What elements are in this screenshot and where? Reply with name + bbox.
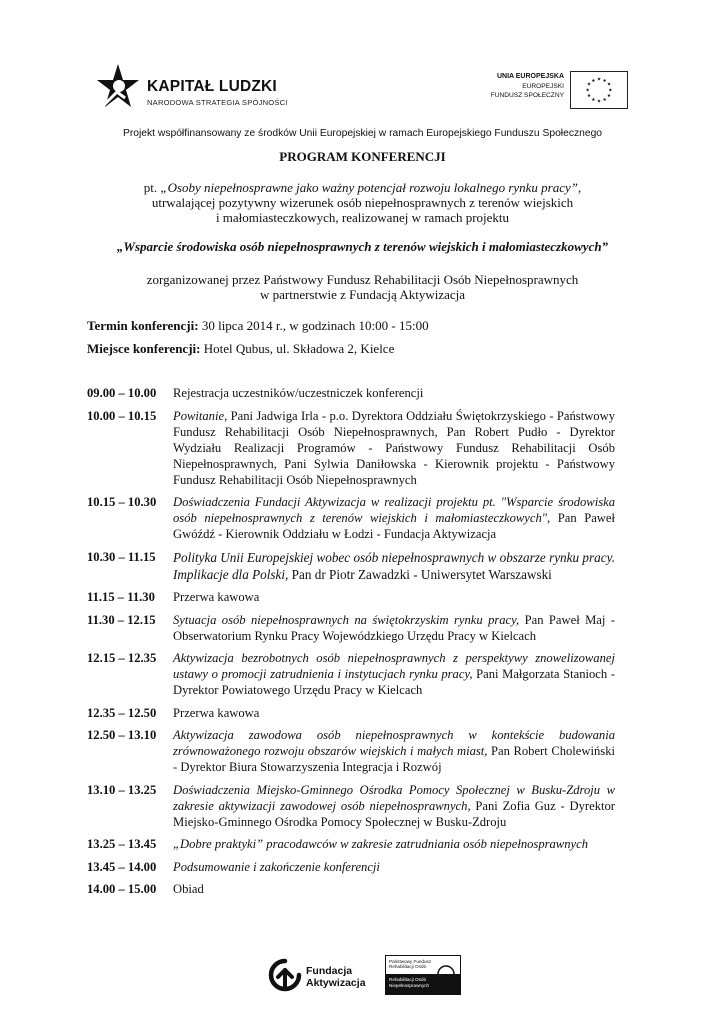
document-subtitle <box>0 180 725 225</box>
kapital-ludzki-subtitle: NARODOWA STRATEGIA SPÓJNOŚCI <box>147 98 288 107</box>
subtitle-line1 <box>0 180 725 195</box>
agenda-description: Polityka Unii Europejskiej wobec osób niepełnosprawnych w obszarze rynku pracy. Implikacje dla Polski, Pan dr Piotr Zawadzki - Uniwersytet Warszawski <box>173 549 615 582</box>
agenda-item <box>87 385 615 401</box>
organizer-line1: zorganizowanej przez Państwowy Fundusz Rehabilitacji Osób Niepełnosprawnych <box>146 272 579 287</box>
fundacja-aktywizacja-mark-icon <box>268 957 302 995</box>
agenda-description: Aktywizacja bezrobotnych osób niepełnosprawnych z perspektywy znowelizowanej ustawy o promocji zatrudnienia i instytucjach rynku pracy, Pani Małgorzata Stanioch - Dyrektor Powiatowego Urzędu Pracy w Kielcach <box>173 651 616 697</box>
agenda-time: 13.10 – 13.25 <box>87 782 157 797</box>
svg-text:★: ★ <box>591 97 596 103</box>
eu-logo-line3: FUNDUSZ SPOŁECZNY <box>490 92 564 99</box>
cofinance-statement: Projekt współfinansowany ze środków Unii Europejskiej w ramach Europejskiego Funduszu Społecznego <box>122 128 603 139</box>
agenda-time: 10.15 – 10.30 <box>87 495 157 509</box>
subtitle-line2: utrwalającej pozytywny wizerunek osób niepełnosprawnych z terenów wiejskich <box>151 195 574 210</box>
agenda-description: Aktywizacja zawodowa osób niepełnosprawnych w kontekście budowania zrównoważonego rozwoju obszarów wiejskich i małych miast, Pan Robert Cholewiński - Dyrektor Biura Stowarzyszenia Integracja i Rozwój <box>173 728 615 774</box>
fundacja-aktywizacja-logo <box>268 955 378 997</box>
pfron-top-line1: Państwowy Fundusz <box>389 959 432 964</box>
agenda-item <box>87 859 615 875</box>
agenda-description: „Dobre praktyki” pracodawców w zakresie zatrudniania osób niepełnosprawnych <box>173 837 588 851</box>
fundacja-aktywizacja-text <box>306 966 366 989</box>
agenda-item <box>87 836 615 852</box>
svg-text:★: ★ <box>602 78 607 84</box>
agenda-description: Przerwa kawowa <box>173 590 260 604</box>
organizer-info <box>0 272 725 302</box>
svg-text:★: ★ <box>586 94 592 100</box>
conference-date <box>87 318 429 334</box>
agenda-description: Doświadczenia Fundacji Aktywizacja w realizacji projektu pt. "Wsparcie środowiska osób niepełnosprawnych z terenów wiejskich i małomiasteczkowych", Pan Paweł Gwóźdź - Kierownik Oddziału w Łodzi - Fundacja Aktywizacja <box>173 495 615 541</box>
agenda-time: 11.30 – 12.15 <box>87 612 156 627</box>
agenda-time: 13.45 – 14.00 <box>87 859 157 874</box>
date-label: Termin konferencji: <box>87 318 199 333</box>
agenda-item <box>87 549 615 583</box>
svg-text:★: ★ <box>591 78 596 84</box>
svg-text:★: ★ <box>606 82 612 88</box>
eu-flag-icon <box>570 71 628 109</box>
kapital-ludzki-star-icon <box>95 62 141 112</box>
project-name: „Wsparcie środowiska osób niepełnosprawnych z terenów wiejskich i małomiasteczkowych” <box>116 239 609 254</box>
kapital-ludzki-title: KAPITAŁ LUDZKI <box>147 78 277 95</box>
agenda-time: 09.00 – 10.00 <box>87 386 157 400</box>
svg-text:★: ★ <box>602 97 607 103</box>
agenda-description: Przerwa kawowa <box>173 705 260 720</box>
subtitle-line3: i małomiasteczkowych, realizowanej w ramach projektu <box>215 210 510 225</box>
agenda-item <box>87 612 615 644</box>
agenda-time: 10.00 – 10.15 <box>87 408 157 423</box>
pfron-logo <box>385 955 461 995</box>
agenda-description: Sytuacja osób niepełnosprawnych na świętokrzyskim rynku pracy, Pan Paweł Maj - Obserwatorium Rynku Pracy Wojewódzkiego Urzędu Pracy w Kielcach <box>173 612 615 643</box>
agenda-time: 10.30 – 11.15 <box>87 549 156 564</box>
eu-logo <box>478 71 628 111</box>
pfron-band-text: Rehabilitacji Osób Niepełnosprawnych <box>389 977 430 988</box>
agenda-time: 13.25 – 13.45 <box>87 837 157 851</box>
date-value: 30 lipca 2014 r., w godzinach 10:00 - 15:00 <box>198 318 429 333</box>
conference-place <box>87 341 394 357</box>
document-title: PROGRAM KONFERENCJI <box>279 149 446 164</box>
eu-logo-text <box>491 72 564 101</box>
eu-logo-line1: UNIA EUROPEJSKA <box>496 73 564 80</box>
kapital-ludzki-logo <box>95 62 315 122</box>
pfron-top-text <box>389 959 431 969</box>
agenda-item <box>87 782 615 830</box>
pfron-circle-icon <box>436 964 456 984</box>
agenda-time: 11.15 – 11.30 <box>87 590 155 604</box>
fundacja-line2: Aktywizacja <box>306 976 366 989</box>
agenda-item <box>87 650 615 698</box>
agenda-item <box>87 881 615 897</box>
svg-text:★: ★ <box>586 82 592 88</box>
agenda-description: Doświadczenia Miejsko-Gminnego Ośrodka Pomocy Społecznej w Busku-Zdroju w zakresie aktywizacji zawodowej osób niepełnosprawnych, Pani Zofia Guz - Dyrektor Miejsko-Gminnego Ośrodka Pomocy Społecznej w Busku-Zdroju <box>173 782 615 829</box>
fundacja-line1: Fundacja <box>306 965 353 977</box>
svg-text:★: ★ <box>608 88 613 94</box>
place-label: Miejsce konferencji: <box>87 341 201 356</box>
svg-text:★: ★ <box>596 99 602 105</box>
eu-logo-line2: EUROPEJSKI <box>522 82 564 90</box>
agenda-description: Powitanie, Pani Jadwiga Irla - p.o. Dyrektora Oddziału Świętokrzyskiego - Państwowy Fundusz Rehabilitacji Osób Niepełnosprawnych, Pan Robert Pudło - Dyrektor Wydziału Realizacji Programów - Państwowy Fundusz Rehabilitacji Osób Niepełnosprawnych, Pani Sylwia Daniłowska - Kierownik projektu - Państwowy Fundusz Rehabilitacji Osób Niepełnosprawnych <box>173 408 615 487</box>
agenda-description: Rejestracja uczestników/uczestniczek konferencji <box>173 386 424 400</box>
agenda-item <box>87 727 615 775</box>
agenda-description: Podsumowanie i zakończenie konferencji <box>173 859 380 874</box>
agenda-time: 14.00 – 15.00 <box>87 882 157 896</box>
subtitle-comma: , <box>578 180 582 195</box>
svg-text:★: ★ <box>606 94 612 100</box>
agenda-item <box>87 589 615 605</box>
place-value: Hotel Qubus, ul. Składowa 2, Kielce <box>200 341 395 356</box>
pfron-top-line2: Rehabilitacji Osób <box>389 964 427 969</box>
agenda-time: 12.15 – 12.35 <box>87 651 157 665</box>
subtitle-prefix: pt. <box>143 180 161 195</box>
subtitle-quote: „Osoby niepełnosprawne jako ważny potencjał rozwoju lokalnego rynku pracy” <box>160 180 578 195</box>
agenda-item <box>87 408 615 488</box>
agenda-description: Obiad <box>173 882 204 896</box>
agenda-time: 12.35 – 12.50 <box>87 705 157 720</box>
organizer-line2: w partnerstwie z Fundacją Aktywizacja <box>259 287 466 302</box>
agenda-time: 12.50 – 13.10 <box>87 728 157 742</box>
agenda-item <box>87 705 615 721</box>
svg-text:★: ★ <box>596 77 602 83</box>
agenda-list <box>87 385 615 904</box>
svg-text:★: ★ <box>585 88 590 94</box>
agenda-item <box>87 494 615 542</box>
